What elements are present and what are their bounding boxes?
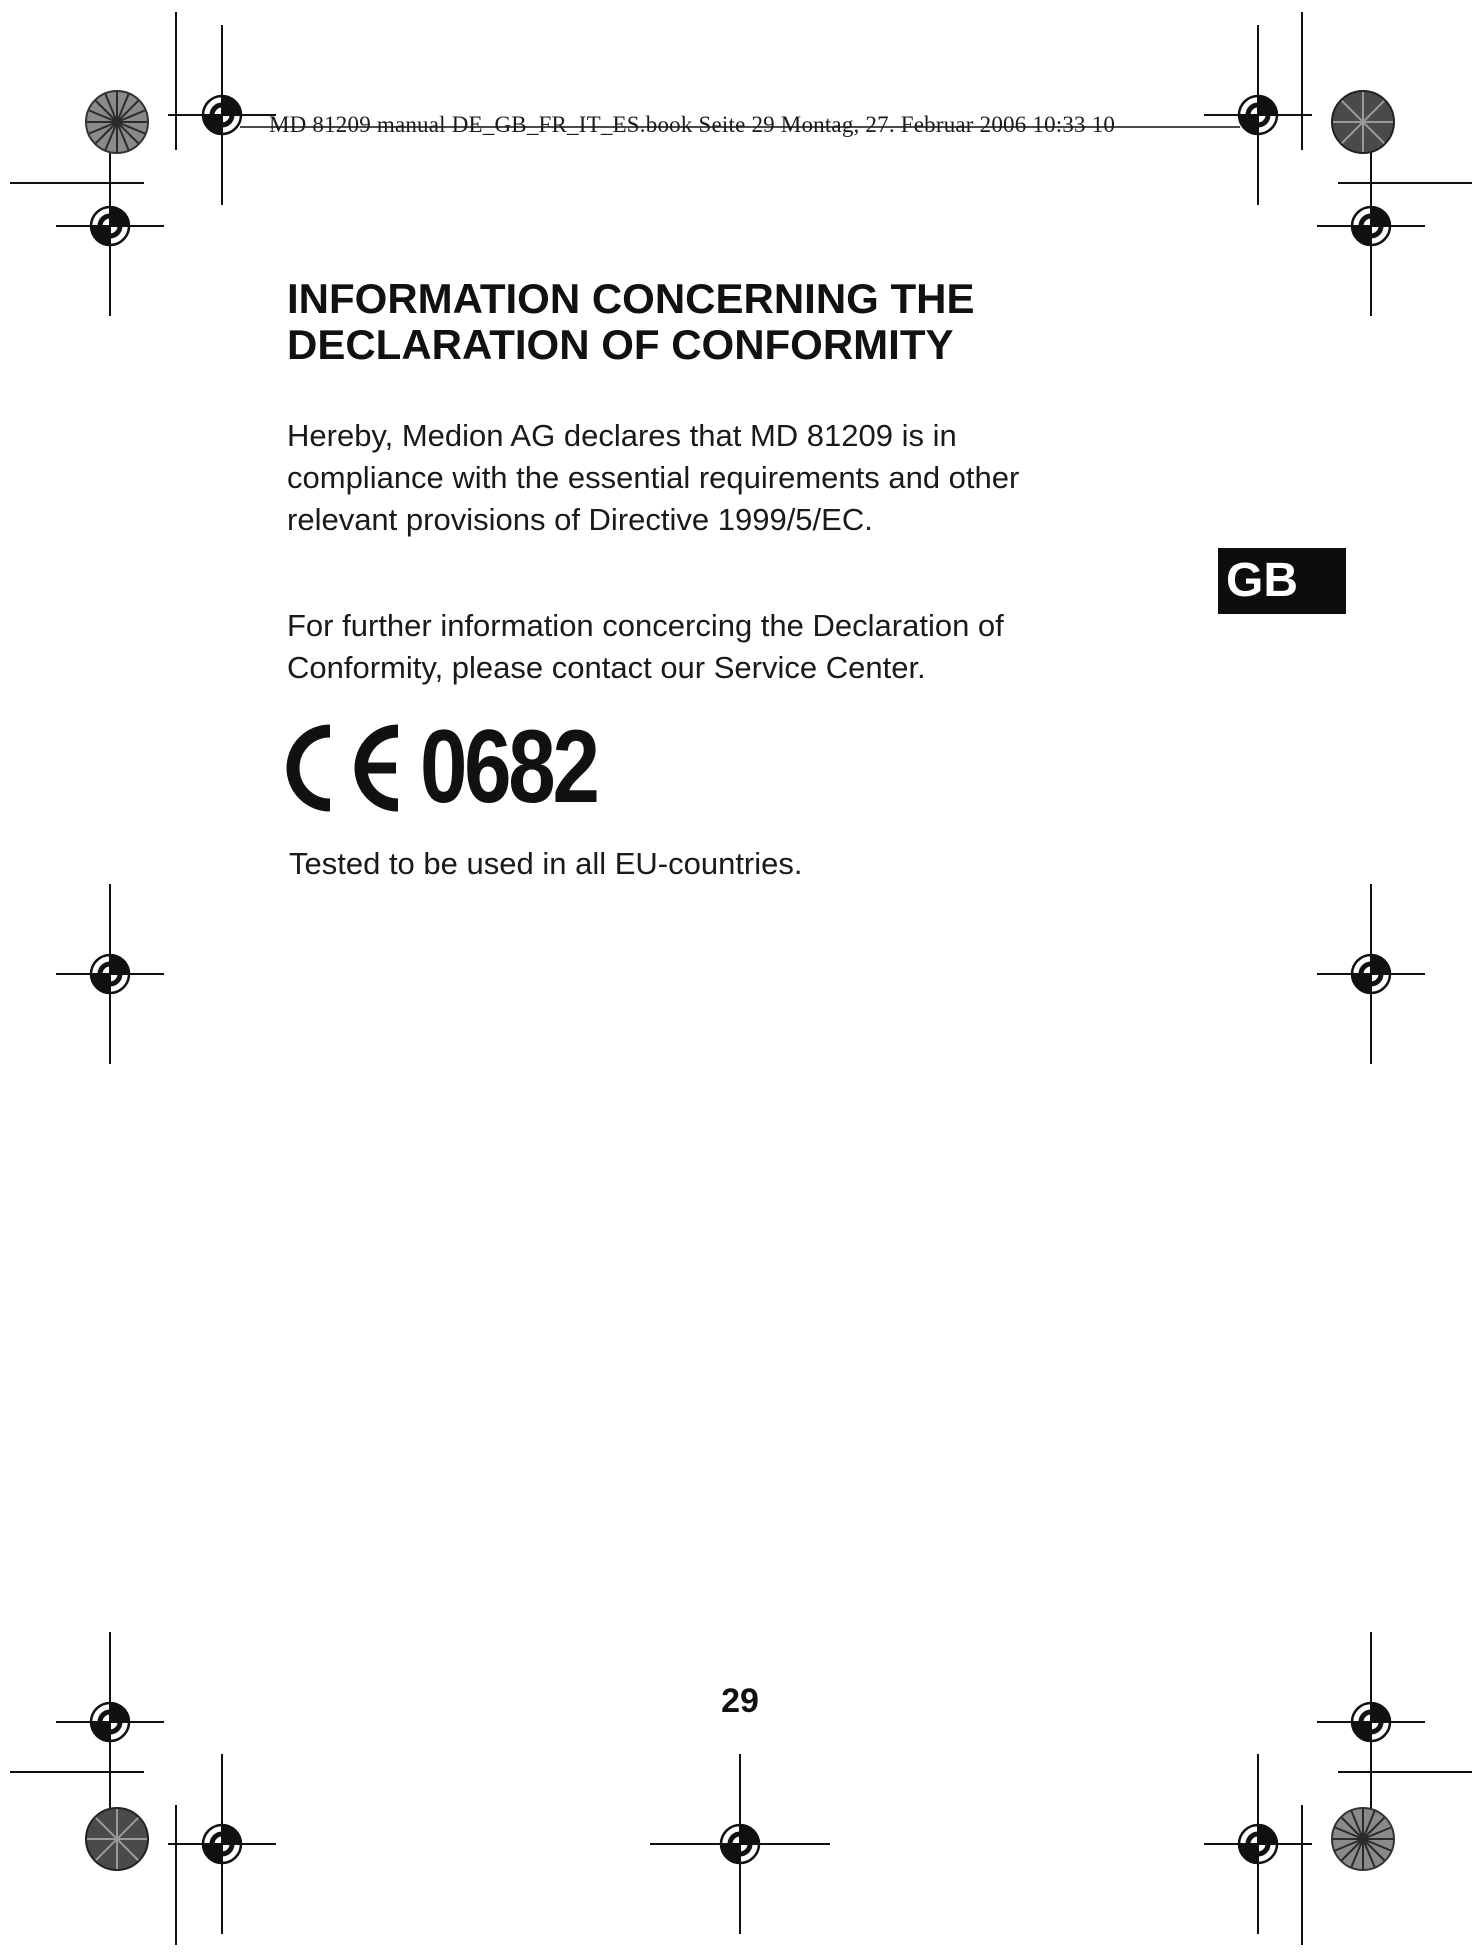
paragraph-line: relevant provisions of Directive 1999/5/EC. (287, 502, 873, 537)
notified-body-number: 0682 (420, 709, 597, 825)
paragraph-line: Conformity, please contact our Service Center. (287, 650, 926, 685)
tested-note: Tested to be used in all EU-countries. (289, 846, 803, 881)
page-heading (287, 276, 975, 368)
paragraph-line: For further information concercing the Declaration of (287, 608, 1004, 643)
heading-line: DECLARATION OF CONFORMITY (287, 321, 954, 368)
paragraph-line: Hereby, Medion AG declares that MD 81209 is in (287, 418, 957, 453)
language-tab-gb: GB (1218, 548, 1346, 614)
paragraph-line: compliance with the essential requirements and other (287, 460, 1020, 495)
ce-mark-icon (286, 723, 406, 813)
declaration-paragraph (287, 415, 1019, 541)
print-slug-line: MD 81209 manual DE_GB_FR_IT_ES.book Seite 29 Montag, 27. Februar 2006 10:33 10 (269, 112, 1116, 137)
heading-line: INFORMATION CONCERNING THE (287, 275, 975, 322)
page-number: 29 (721, 1682, 759, 1720)
contact-paragraph (287, 605, 1004, 689)
